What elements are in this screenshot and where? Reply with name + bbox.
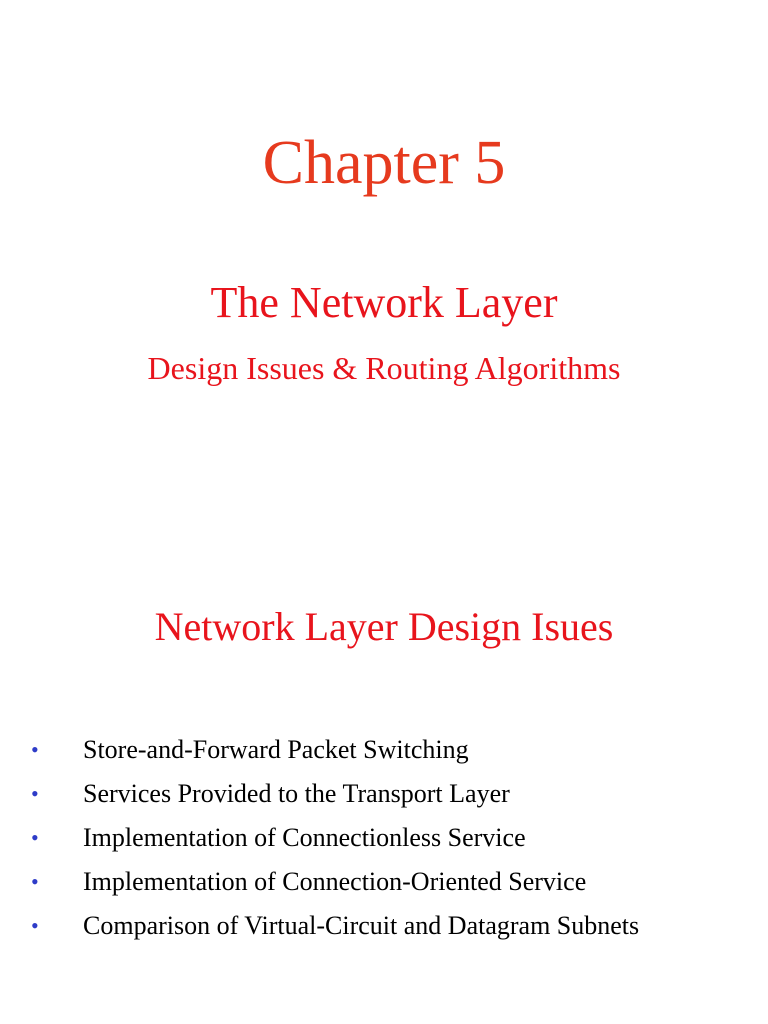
bullet-icon: • xyxy=(31,825,39,850)
bullet-icon: • xyxy=(31,737,39,762)
bullet-icon: • xyxy=(31,869,39,894)
bullet-item xyxy=(0,910,768,954)
bullet-item xyxy=(0,866,768,910)
bullet-text: Store-and-Forward Packet Switching xyxy=(83,735,469,764)
bullet-item xyxy=(0,778,768,822)
bullet-list xyxy=(0,734,768,954)
bullet-text: Comparison of Virtual-Circuit and Datagram Subnets xyxy=(83,911,640,940)
bullet-text: Implementation of Connectionless Service xyxy=(83,823,526,852)
bullet-item xyxy=(0,734,768,778)
slide-subtitle: Design Issues & Routing Algorithms xyxy=(147,350,621,386)
bullet-item xyxy=(0,822,768,866)
bullet-text: Implementation of Connection-Oriented Service xyxy=(83,867,587,896)
design-issues-slide xyxy=(0,512,768,1024)
section-title: Network Layer Design Isues xyxy=(154,604,614,649)
bullet-icon: • xyxy=(31,781,39,806)
bullet-icon: • xyxy=(31,913,39,938)
bullet-text: Services Provided to the Transport Layer xyxy=(83,779,510,808)
chapter-title: Chapter 5 xyxy=(262,129,506,197)
slide-title: The Network Layer xyxy=(210,278,558,327)
